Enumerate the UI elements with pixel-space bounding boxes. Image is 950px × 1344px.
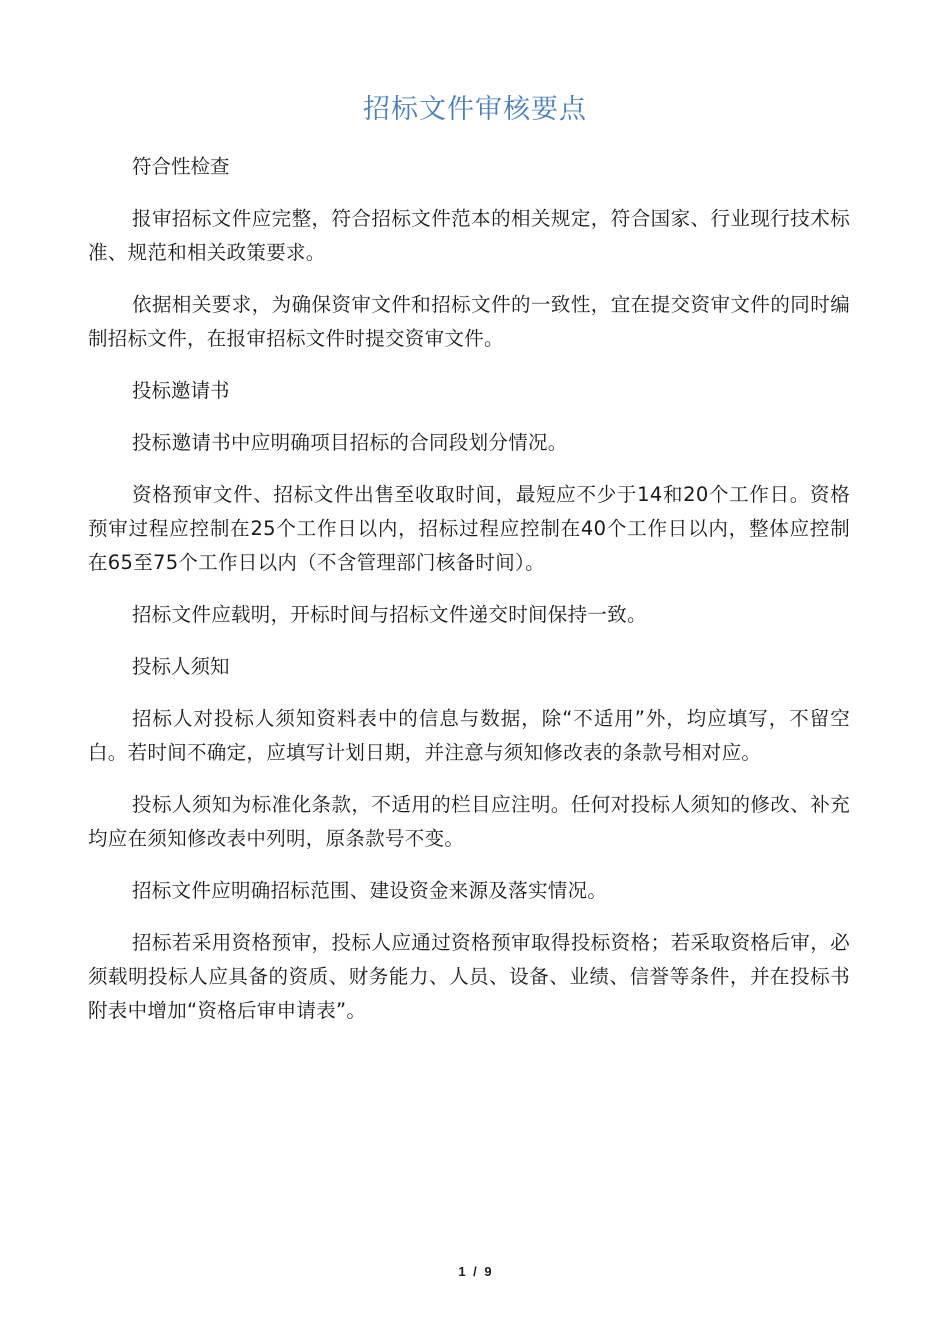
paragraph: 投标人须知为标准化条款，不适用的栏目应注明。任何对投标人须知的修改、补充均应在须知修改表中列明，原条款号不变。	[88, 793, 850, 850]
paragraph: 招标文件应载明，开标时间与招标文件递交时间保持一致。	[132, 603, 647, 626]
section-heading-compliance: 符合性检查	[132, 155, 230, 178]
paragraph: 投标邀请书中应明确项目招标的合同段划分情况。	[132, 431, 568, 454]
page-number: 1 / 9	[458, 1264, 492, 1279]
section-heading-invitation: 投标邀请书	[132, 379, 230, 402]
paragraph: 招标文件应明确招标范围、建设资金来源及落实情况。	[132, 879, 608, 902]
document-body	[88, 150, 850, 1046]
paragraph: 招标若采用资格预审，投标人应通过资格预审取得投标资格；若采取资格后审，必须载明投标人应具备的资质、财务能力、人员、设备、业绩、信誉等条件，并在投标书附表中增加“资格后审申请表”。	[88, 931, 850, 1022]
section-heading-bidder-instructions: 投标人须知	[132, 655, 230, 678]
paragraph: 招标人对投标人须知资料表中的信息与数据，除“不适用”外，均应填写，不留空白。若时间不确定，应填写计划日期，并注意与须知修改表的条款号相对应。	[88, 707, 850, 764]
document-title: 招标文件审核要点	[363, 94, 587, 125]
paragraph: 依据相关要求，为确保资审文件和招标文件的一致性，宜在提交资审文件的同时编制招标文件，在报审招标文件时提交资审文件。	[88, 293, 850, 350]
paragraph: 资格预审文件、招标文件出售至收取时间，最短应不少于14和20个工作日。资格预审过程应控制在25个工作日以内，招标过程应控制在40个工作日以内，整体应控制在65至75个工作日以内（不含管理部门核备时间）。	[88, 483, 850, 574]
paragraph: 报审招标文件应完整，符合招标文件范本的相关规定，符合国家、行业现行技术标准、规范和相关政策要求。	[88, 207, 850, 264]
